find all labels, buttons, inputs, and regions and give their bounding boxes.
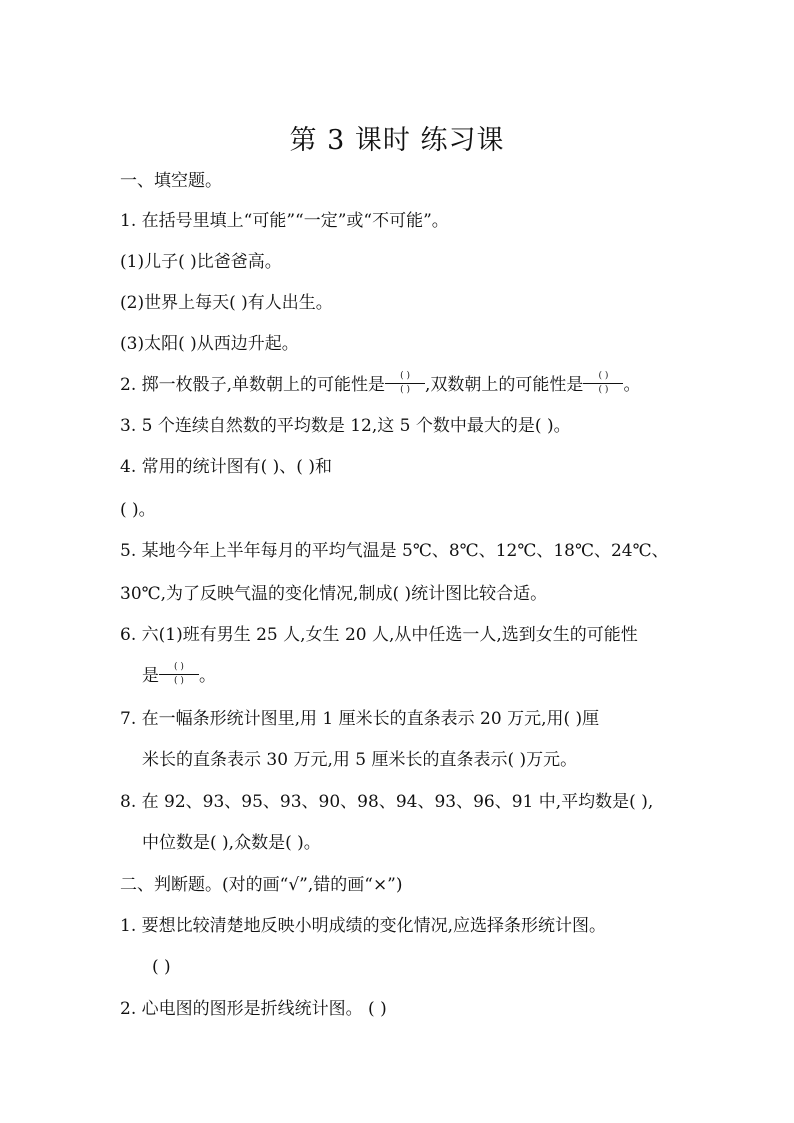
q8-line1: 8. 在 92、93、95、93、90、98、94、93、96、91 中,平均数是( ), bbox=[120, 792, 654, 812]
q7-line2: 米长的直条表示 30 万元,用 5 厘米长的直条表示( )万元。 bbox=[142, 750, 578, 770]
q3-line: 3. 5 个连续自然数的平均数是 12,这 5 个数中最大的是( )。 bbox=[120, 416, 571, 436]
q2-part3: 。 bbox=[623, 375, 641, 395]
q1-item-1: (1)儿子( )比爸爸高。 bbox=[120, 252, 282, 272]
q1-item-3: (3)太阳( )从西边升起。 bbox=[120, 334, 299, 354]
q5-line1: 5. 某地今年上半年每月的平均气温是 5℃、8℃、12℃、18℃、24℃、 bbox=[120, 541, 669, 561]
q6-prefix: 是 bbox=[142, 666, 159, 686]
fraction-denominator: ( ) bbox=[174, 676, 184, 686]
fraction-numerator: ( ) bbox=[385, 371, 425, 384]
q6-line2 bbox=[142, 664, 216, 689]
q8-line2: 中位数是( ),众数是( )。 bbox=[142, 833, 321, 853]
q6-suffix: 。 bbox=[199, 666, 216, 686]
fraction-numerator: ( ) bbox=[159, 662, 199, 675]
s2-q1-line1: 1. 要想比较清楚地反映小明成绩的变化情况,应选择条形统计图。 bbox=[120, 916, 607, 936]
q2-line bbox=[120, 373, 640, 398]
q2-part1: 2. 掷一枚骰子,单数朝上的可能性是 bbox=[120, 375, 386, 395]
q6-line1: 6. 六(1)班有男生 25 人,女生 20 人,从中任选一人,选到女生的可能性 bbox=[120, 625, 638, 645]
section2-heading: 二、判断题。(对的画“√”,错的画“×”) bbox=[120, 875, 403, 895]
q4-line2: ( )。 bbox=[120, 500, 156, 520]
section1-heading: 一、填空题。 bbox=[120, 171, 222, 191]
q1-stem: 1. 在括号里填上“可能”“一定”或“不可能”。 bbox=[120, 211, 449, 231]
s2-q1-answer-blank: ( ) bbox=[152, 957, 171, 977]
page-title: 第 3 课时 练习课 bbox=[289, 125, 505, 156]
fraction-denominator: ( ) bbox=[400, 385, 410, 395]
s2-q2-line: 2. 心电图的图形是折线统计图。 ( ) bbox=[120, 999, 387, 1019]
q2-part2: ,双数朝上的可能性是 bbox=[425, 375, 584, 395]
fraction-numerator: ( ) bbox=[583, 371, 623, 384]
q4-line1: 4. 常用的统计图有( )、( )和 bbox=[120, 457, 332, 477]
q1-item-2: (2)世界上每天( )有人出生。 bbox=[120, 293, 333, 313]
q5-line2: 30℃,为了反映气温的变化情况,制成( )统计图比较合适。 bbox=[120, 584, 548, 604]
fraction-blank[interactable] bbox=[583, 371, 623, 396]
fraction-denominator: ( ) bbox=[598, 385, 609, 395]
q7-line1: 7. 在一幅条形统计图里,用 1 厘米长的直条表示 20 万元,用( )厘 bbox=[120, 709, 600, 729]
fraction-blank[interactable] bbox=[385, 371, 425, 396]
fraction-blank[interactable] bbox=[159, 662, 199, 687]
